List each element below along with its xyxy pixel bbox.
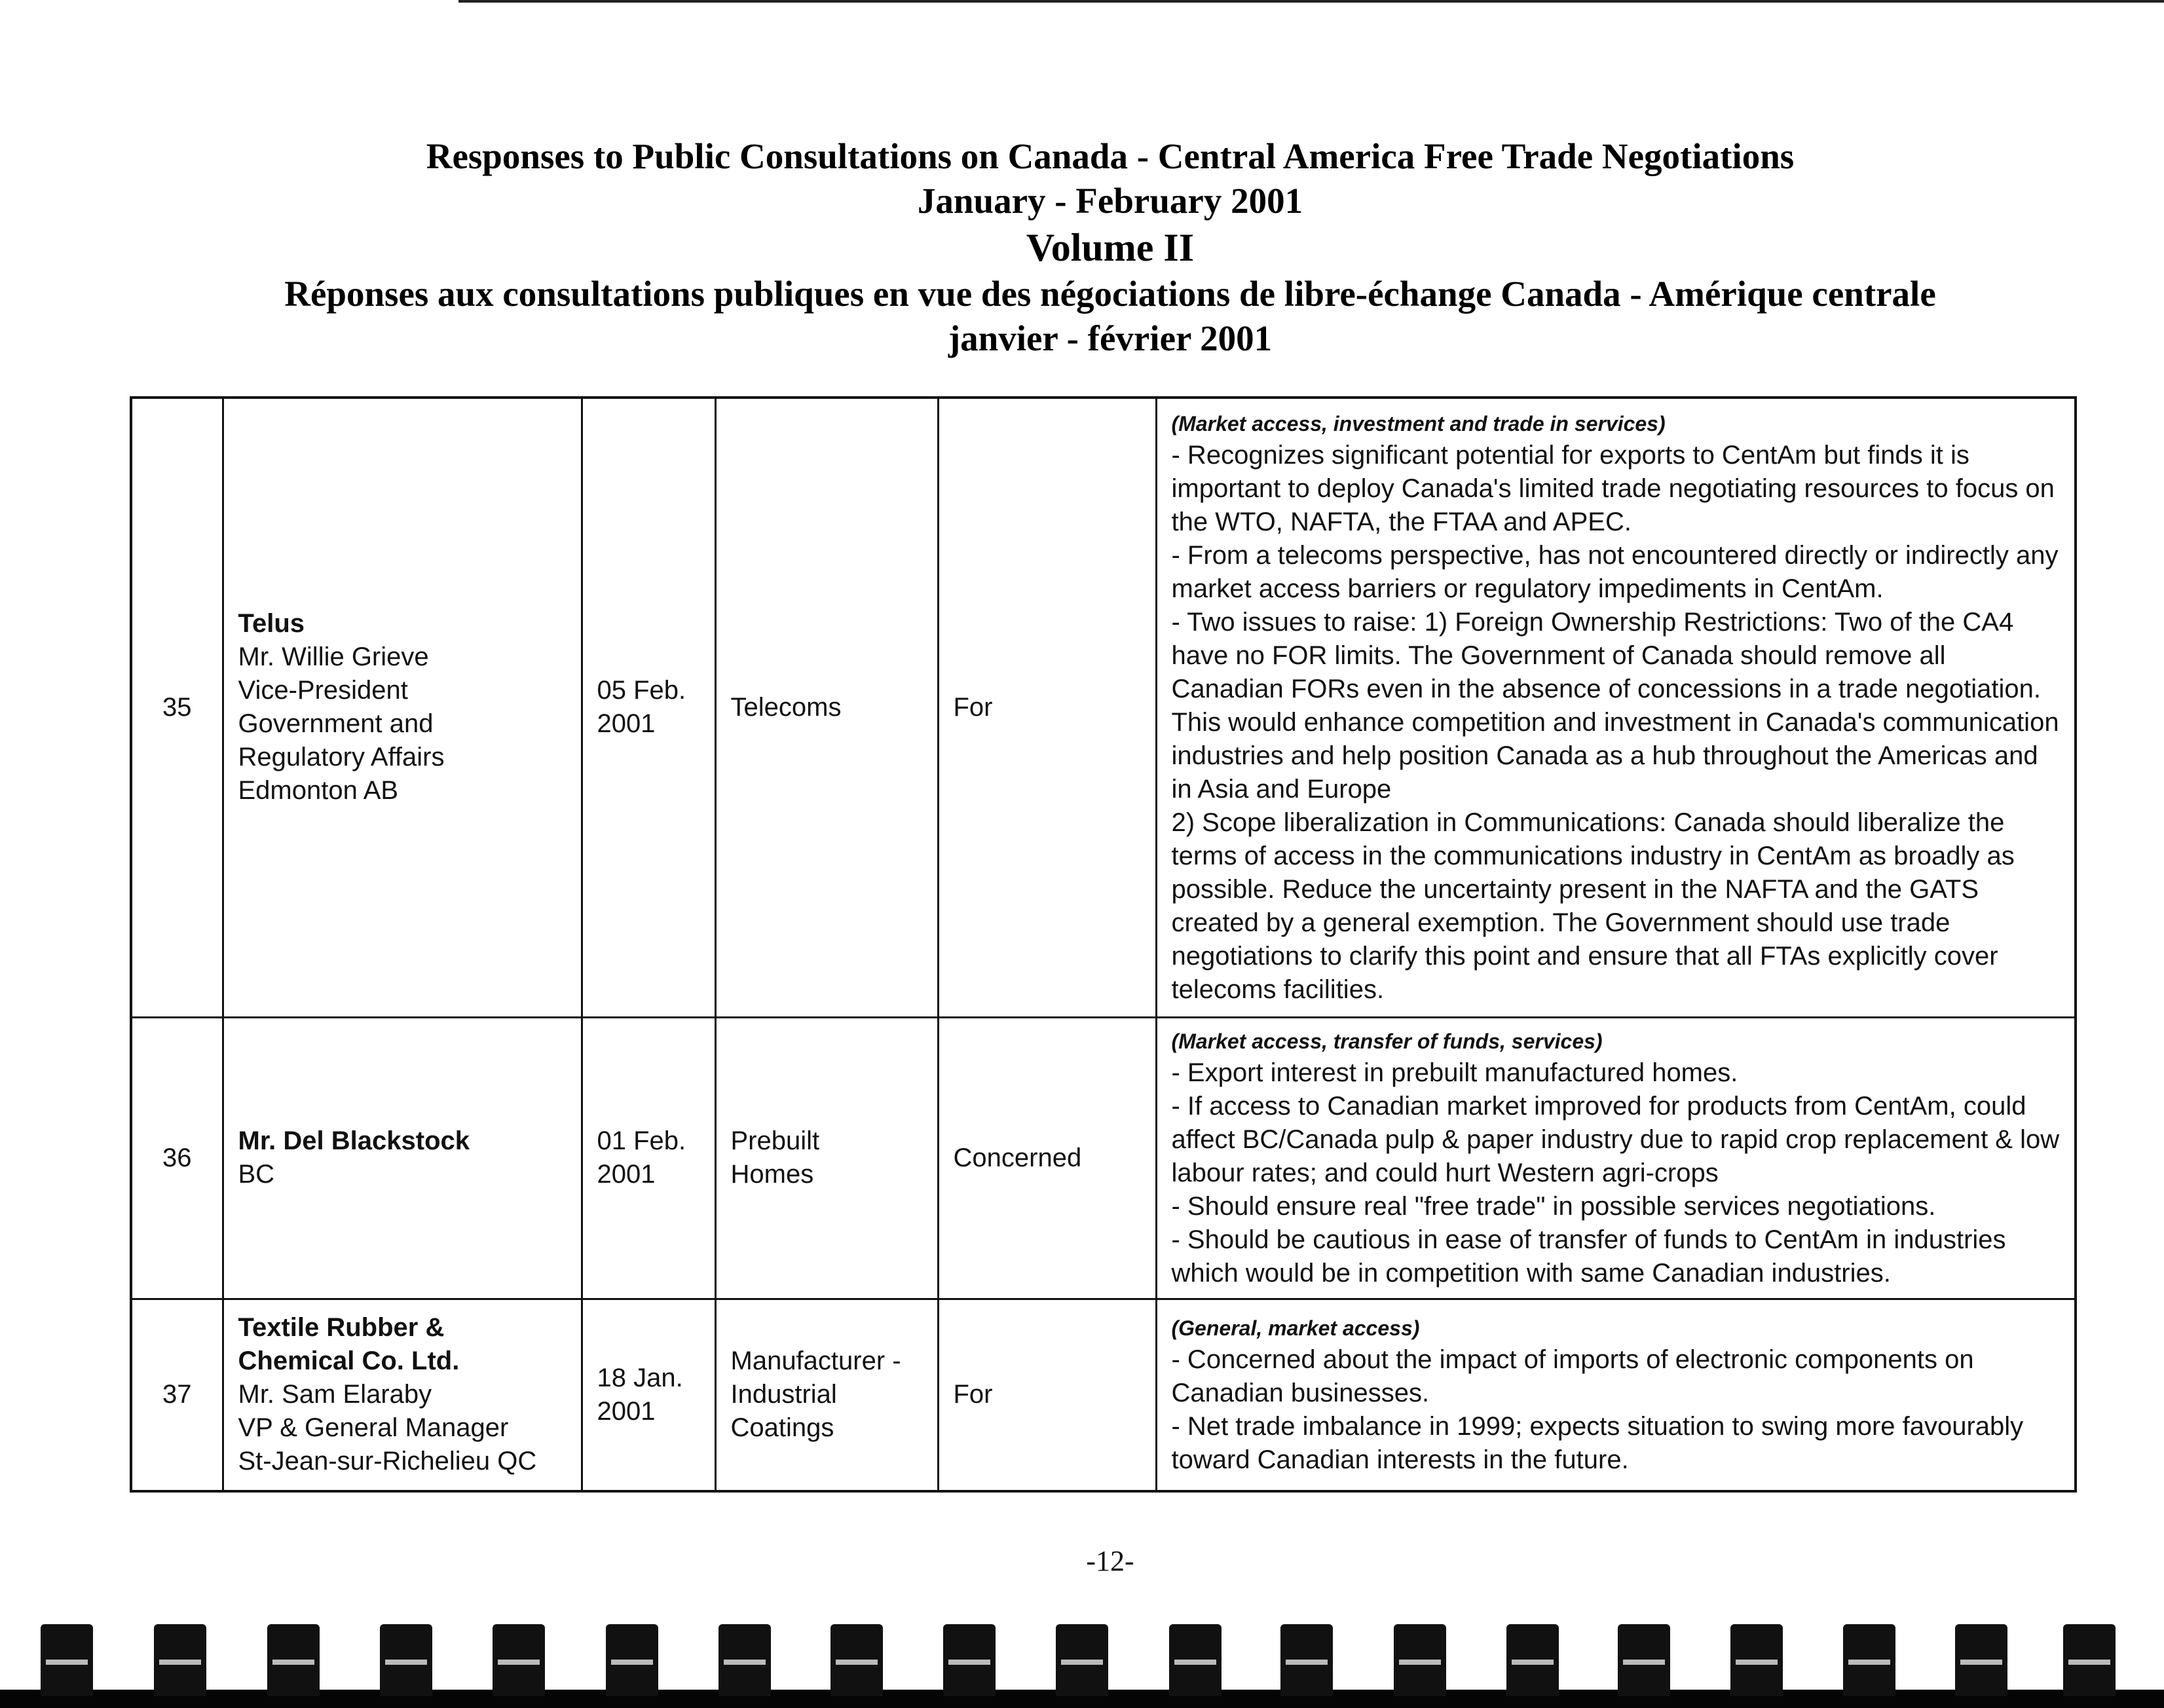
sector-line: Homes bbox=[730, 1160, 814, 1189]
binding-ring bbox=[267, 1624, 320, 1696]
document-header bbox=[0, 134, 2164, 361]
binding-ring bbox=[154, 1624, 206, 1696]
table-row bbox=[131, 398, 2076, 1017]
comment-point: - Two issues to raise: 1) Foreign Ownership Restrictions: Two of the CA4 have no FOR limits. The Government of Canada should remove all Canadian FORs even in the absence of concessions in a trade negotiation. This would enhance competition and investment in Canada's communication industries and help position Canada as a hub throughout the Americas and in Asia and Europe bbox=[1171, 607, 2059, 804]
comment-point: - Should ensure real "free trade" in possible services negotiations. bbox=[1171, 1191, 1936, 1221]
respondent-cell bbox=[223, 1299, 582, 1491]
table-row bbox=[131, 1017, 2076, 1299]
comment-point: - Should be cautious in ease of transfer of funds to CentAm in industries which would be in competition with same Canadian industries. bbox=[1171, 1225, 2006, 1288]
binding-ring bbox=[1169, 1624, 1222, 1696]
contact-line: BC bbox=[238, 1160, 275, 1189]
comment-point: - If access to Canadian market improved for products from CentAm, could affect BC/Canada pulp & paper industry due to rapid crop replacement & low labour rates; and could hurt Western agri-crops bbox=[1171, 1091, 2060, 1187]
binding-ring bbox=[1730, 1624, 1783, 1696]
date-line: 2001 bbox=[597, 709, 656, 739]
date-line: 01 Feb. bbox=[597, 1126, 686, 1155]
organization-name: Textile Rubber & Chemical Co. Ltd. bbox=[238, 1313, 460, 1376]
sector-line: Coatings bbox=[730, 1413, 834, 1443]
sector-cell bbox=[715, 1299, 938, 1491]
binding-ring bbox=[606, 1624, 658, 1696]
binding-ring bbox=[1394, 1624, 1446, 1696]
contact-line: VP & General Manager bbox=[238, 1413, 509, 1443]
contact-line: Edmonton AB bbox=[238, 776, 399, 806]
consultation-table bbox=[130, 396, 2077, 1493]
contact-line: St-Jean-sur-Richelieu QC bbox=[238, 1447, 537, 1476]
binding-ring bbox=[380, 1624, 432, 1696]
date-line: 05 Feb. bbox=[597, 676, 686, 705]
comment-point: - Export interest in prebuilt manufactured homes. bbox=[1171, 1058, 1738, 1087]
sector-line: Prebuilt bbox=[730, 1126, 820, 1155]
row-number: 35 bbox=[131, 398, 223, 1017]
binding-ring bbox=[1618, 1624, 1670, 1696]
organization-name: Telus bbox=[238, 609, 305, 639]
binding-ring bbox=[943, 1624, 996, 1696]
date-line: 2001 bbox=[597, 1160, 656, 1189]
top-rule bbox=[458, 0, 2164, 3]
comment-point: - From a telecoms perspective, has not encountered directly or indirectly any market access barriers or regulatory impediments in CentAm. bbox=[1171, 540, 2059, 603]
comment-topic: (Market access, investment and trade in services) bbox=[1171, 411, 1666, 436]
contact-line: Vice-President bbox=[238, 676, 408, 705]
binding-ring bbox=[1280, 1624, 1333, 1696]
table-row bbox=[131, 1299, 2076, 1491]
row-number: 36 bbox=[131, 1017, 223, 1299]
binding-ring bbox=[2063, 1624, 2116, 1696]
date-cell bbox=[582, 398, 715, 1017]
binding-ring bbox=[41, 1624, 93, 1696]
contact-line: Mr. Willie Grieve bbox=[238, 642, 429, 672]
title-fr: Réponses aux consultations publiques en vue des négociations de libre-échange Canada - Amérique centrale bbox=[284, 274, 1936, 314]
title-en: Responses to Public Consultations on Canada - Central America Free Trade Negotiations bbox=[426, 136, 1795, 176]
period-en: January - February 2001 bbox=[917, 181, 1303, 221]
comment-cell bbox=[1156, 1017, 2076, 1299]
position-cell: For bbox=[938, 1299, 1156, 1491]
contact-line: Mr. Sam Elaraby bbox=[238, 1380, 432, 1409]
row-number: 37 bbox=[131, 1299, 223, 1491]
contact-line: Regulatory Affairs bbox=[238, 743, 445, 772]
binding-ring bbox=[1843, 1624, 1895, 1696]
page-number: -12- bbox=[1086, 1545, 1134, 1577]
sector-cell bbox=[715, 398, 938, 1017]
respondent-cell bbox=[223, 1017, 582, 1299]
binding-ring bbox=[1056, 1624, 1108, 1696]
comment-topic: (General, market access) bbox=[1171, 1316, 1420, 1340]
organization-name: Mr. Del Blackstock bbox=[238, 1126, 470, 1155]
position-cell: For bbox=[938, 398, 1156, 1017]
date-cell bbox=[582, 1299, 715, 1491]
binding-ring bbox=[830, 1624, 883, 1696]
comment-point: - Net trade imbalance in 1999; expects situation to swing more favourably toward Canadian interests in the future. bbox=[1171, 1411, 2024, 1474]
comment-cell bbox=[1156, 1299, 2076, 1491]
binding-ring bbox=[1506, 1624, 1559, 1696]
binding-ring bbox=[1955, 1624, 2007, 1696]
comment-topic: (Market access, transfer of funds, services) bbox=[1171, 1029, 1603, 1053]
respondent-cell bbox=[223, 398, 582, 1017]
comment-point: - Concerned about the impact of imports of electronic components on Canadian businesses. bbox=[1171, 1345, 1974, 1407]
binding-ring bbox=[493, 1624, 545, 1696]
contact-line: Government and bbox=[238, 709, 434, 739]
spiral-binding bbox=[0, 1611, 2164, 1708]
sector-line: Telecoms bbox=[730, 692, 842, 722]
comment-cell bbox=[1156, 398, 2076, 1017]
volume-label: Volume II bbox=[1026, 226, 1195, 269]
sector-cell bbox=[715, 1017, 938, 1299]
sector-line: Industrial bbox=[730, 1380, 837, 1409]
date-line: 18 Jan. bbox=[597, 1363, 683, 1392]
period-fr: janvier - février 2001 bbox=[948, 318, 1273, 358]
position-cell: Concerned bbox=[938, 1017, 1156, 1299]
comment-point: 2) Scope liberalization in Communications: Canada should liberalize the terms of access in the communications industry in CentAm as broadly as possible. Reduce the uncertainty present in the NAFTA and the GATS created by a general exemption. The Government should use trade negotiations to clarify this point and ensure that all FTAs explicitly cover telecoms facilities. bbox=[1171, 808, 2015, 1004]
sector-line: Manufacturer - bbox=[730, 1346, 901, 1376]
date-line: 2001 bbox=[597, 1396, 656, 1426]
date-cell bbox=[582, 1017, 715, 1299]
binding-ring bbox=[718, 1624, 771, 1696]
comment-point: - Recognizes significant potential for exports to CentAm but finds it is important to deploy Canada's limited trade negotiating resources to focus on the WTO, NAFTA, the FTAA and APEC. bbox=[1171, 440, 2055, 536]
